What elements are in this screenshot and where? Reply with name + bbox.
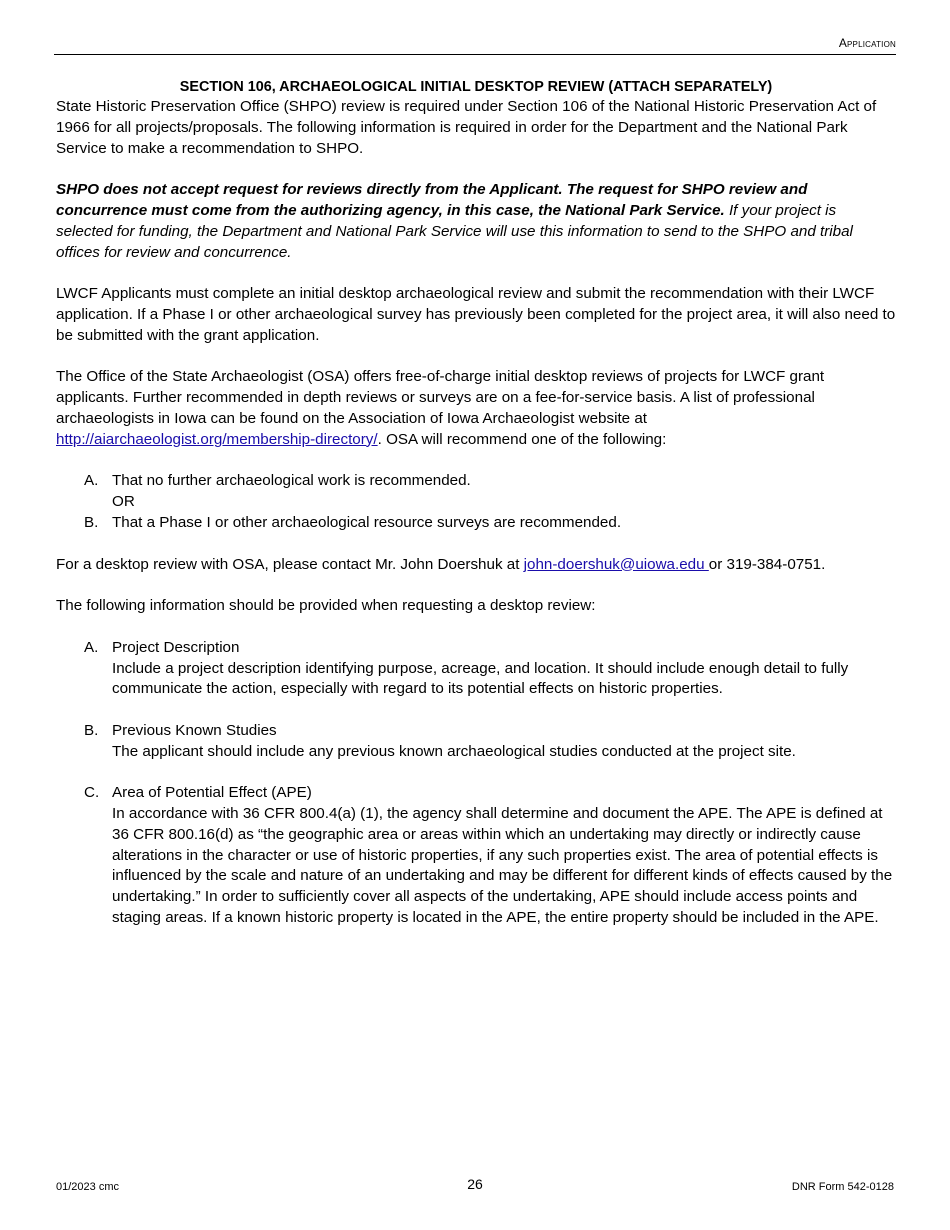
contact-before: For a desktop review with OSA, please contact Mr. John Doershuk at [56,555,524,573]
list-item [56,783,896,929]
section-title: SECTION 106, ARCHAEOLOGICAL INITIAL DESKTOP REVIEW (ATTACH SEPARATELY) [179,79,773,95]
list-item [56,638,896,700]
list-item-body: The applicant should include any previous known archaeological studies conducted at the project site. [112,742,796,760]
osa-paragraph [56,367,896,450]
shpo-note-bold: SHPO does not accept request for reviews directly from the Applicant. The request for SHPO review and concurrence must come from the authorizing agency, in this case, the National Park Service. [56,181,808,219]
list-item [56,721,896,763]
info-intro-paragraph: The following information should be provided when requesting a desktop review: [56,597,596,615]
or-text: OR [112,493,135,511]
list-item-text: That a Phase I or other archaeological resource surveys are recommended. [112,513,622,531]
lwcf-paragraph: LWCF Applicants must complete an initial desktop archaeological review and submit the recommendation with their LWCF application. If a Phase I or other archaeological survey has previously been completed for the project area, it will also need to be submitted with the grant application. [56,285,896,344]
recommendation-list [56,471,896,533]
header-label: Application [838,36,896,50]
membership-directory-link[interactable]: http://aiarchaeologist.org/membership-directory/ [56,430,378,448]
list-item-body: In accordance with 36 CFR 800.4(a) (1), the agency shall determine and document the APE. The APE is defined at 36 CFR 800.16(d) as “the geographic area or areas within which an undertaking may directly or indirectly cause alterations in the character or use of historic properties, if any such properties exist. The area of potential effects is influenced by the scale and nature of an undertaking and may be different for different kinds of effects caused by the undertaking.” In order to sufficiently cover all aspects of the undertaking, APE should include access points and staging areas. If a known historic property is located in the APE, the entire property should be included in the APE. [112,805,893,927]
email-link[interactable]: john-doershuk@uiowa.edu [523,555,709,573]
list-item-heading: Area of Potential Effect (APE) [112,784,312,802]
list-item-heading: Project Description [112,638,240,656]
list-marker: A. [84,472,99,490]
list-marker: A. [84,638,99,656]
list-marker: B. [84,513,99,531]
page-header [54,34,896,55]
shpo-note-italic: If your project is selected for funding, the Department and National Park Service will use this information to send to the SHPO and tribal offices for review and concurrence. [56,201,853,261]
osa-after: . OSA will recommend one of the following: [377,430,667,448]
list-item-heading: Previous Known Studies [112,721,277,739]
intro-paragraph: State Historic Preservation Office (SHPO) review is required under Section 106 of the National Historic Preservation Act of 1966 for all projects/proposals. The following information is required in order for the Department and the National Park Service to make a recommendation to SHPO. [56,98,877,157]
list-item-body: Include a project description identifying purpose, acreage, and location. It should include enough detail to fully communicate the action, especially with regard to its potential effects on historic properties. [112,659,849,698]
list-item [56,513,896,534]
list-item-text: That no further archaeological work is recommended. [112,472,471,490]
shpo-note-paragraph [56,180,896,263]
contact-after: or 319-384-0751. [708,555,826,573]
footer-date: 01/2023 cmc [56,1181,119,1193]
requirements-list [56,638,896,929]
list-marker: B. [84,721,99,739]
document-body [56,77,896,950]
page-footer [56,1176,894,1196]
contact-paragraph [56,555,896,576]
list-marker: C. [84,784,100,802]
form-number: DNR Form 542-0128 [791,1181,894,1193]
or-separator [56,492,896,513]
osa-text: The Office of the State Archaeologist (OSA) offers free-of-charge initial desktop reviews of projects for LWCF grant applicants. Further recommended in depth reviews or surveys are on a fee-for-service basis. A list of professional archaeologists in Iowa can be found on the Association of Iowa Archaeologist website at [56,368,825,427]
page-number: 26 [467,1176,483,1192]
list-item [56,471,896,492]
